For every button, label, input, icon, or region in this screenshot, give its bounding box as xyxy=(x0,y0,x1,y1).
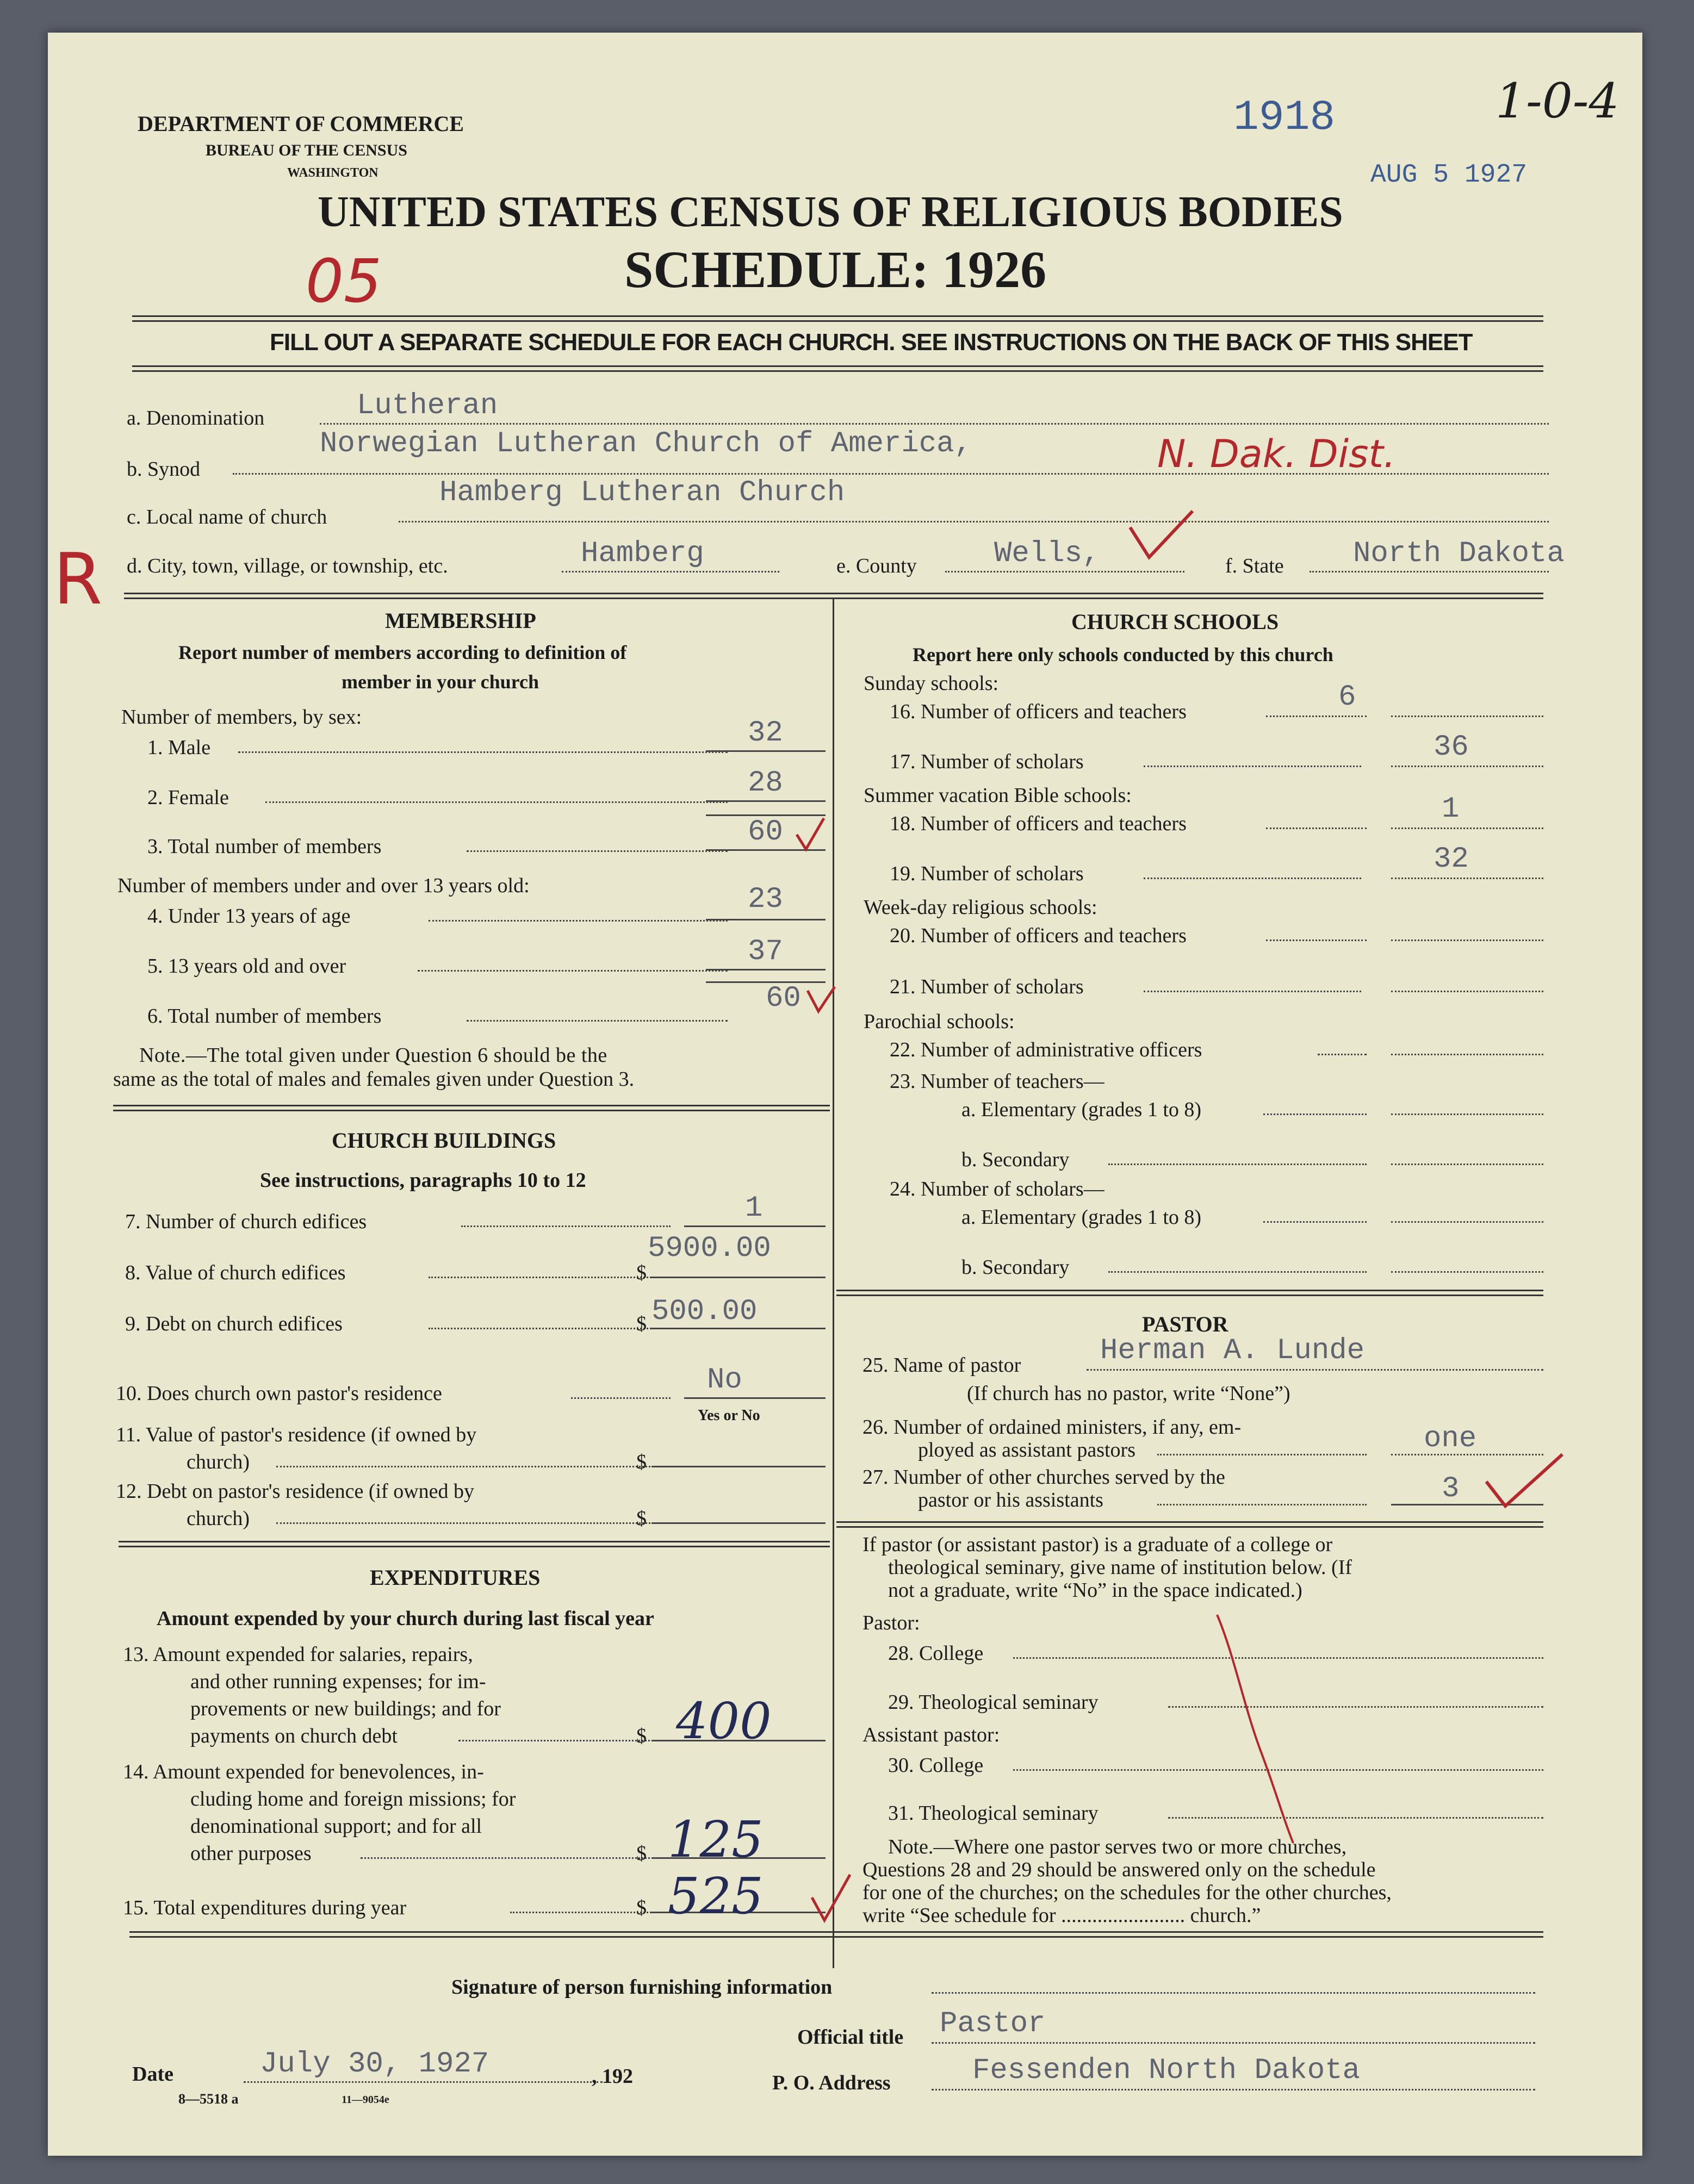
q10-leader xyxy=(571,1397,671,1399)
pastor-note-2: Questions 28 and 29 should be answered only on the schedule xyxy=(862,1858,1376,1881)
pastor-name-value: Herman A. Lunde xyxy=(1100,1334,1365,1367)
weekday-schools-label: Week-day religious schools: xyxy=(864,896,1097,919)
q1-leader xyxy=(238,751,728,753)
red-r-mark: R xyxy=(53,538,103,620)
q19-label: 19. Number of scholars xyxy=(890,862,1084,885)
q8-leader xyxy=(429,1277,671,1278)
graduate-instruction-3: not a graduate, write “No” in the space indicated.) xyxy=(888,1579,1302,1602)
pastor-note-1: Note.—Where one pastor serves two or more churches, xyxy=(888,1835,1347,1858)
footer-rule xyxy=(129,1931,1543,1938)
form-title: UNITED STATES CENSUS OF RELIGIOUS BODIES xyxy=(318,188,1343,236)
q13-label-2: and other running expenses; for im- xyxy=(190,1670,486,1693)
q24b-label: b. Secondary xyxy=(961,1256,1070,1279)
q23b-answer-line[interactable] xyxy=(1391,1163,1543,1165)
city-value: Hamberg xyxy=(581,537,704,570)
q3-value: 60 xyxy=(748,816,783,849)
membership-rule xyxy=(113,1105,830,1111)
graduate-instruction-2: theological seminary, give name of institution below. (If xyxy=(888,1556,1352,1579)
q17-leader xyxy=(1144,766,1361,767)
corner-handwritten-note: 1-0-4 xyxy=(1496,73,1619,129)
department-heading: DEPARTMENT OF COMMERCE xyxy=(138,111,464,136)
q26-value: one xyxy=(1424,1422,1477,1455)
q23b-leader xyxy=(1108,1163,1367,1165)
q1-label: 1. Male xyxy=(147,736,211,759)
q17-answer-line[interactable] xyxy=(1391,766,1543,767)
q13-label-4: payments on church debt xyxy=(190,1725,398,1747)
membership-heading: MEMBERSHIP xyxy=(385,608,536,633)
expenditures-heading: EXPENDITURES xyxy=(370,1565,541,1590)
buildings-heading: CHURCH BUILDINGS xyxy=(332,1128,556,1153)
q12-label-2: church) xyxy=(187,1507,250,1530)
synod-value: Norwegian Lutheran Church of America, xyxy=(320,427,972,461)
census-schedule-form xyxy=(48,33,1642,2156)
state-line[interactable] xyxy=(1310,571,1549,573)
q9-label: 9. Debt on church edifices xyxy=(125,1312,343,1335)
q6-leader xyxy=(467,1020,728,1022)
county-line[interactable] xyxy=(945,571,1184,573)
q16-leader xyxy=(1266,715,1367,717)
members-by-sex-label: Number of members, by sex: xyxy=(121,706,362,729)
church-name-value: Hamberg Lutheran Church xyxy=(439,476,845,509)
q8-value: 5900.00 xyxy=(648,1232,771,1265)
q6-checkmark-icon xyxy=(805,984,837,1017)
q7-leader xyxy=(461,1225,671,1227)
q6-value: 60 xyxy=(766,982,801,1015)
q25-answer-line[interactable] xyxy=(1087,1369,1543,1371)
q18-value: 1 xyxy=(1442,793,1460,826)
q14-label-3: denominational support; and for all xyxy=(190,1815,482,1838)
q9-dollar: $ xyxy=(636,1312,647,1335)
q5-answer-line[interactable] xyxy=(706,969,826,970)
q13-label-1: 13. Amount expended for salaries, repairs, xyxy=(123,1643,473,1666)
q15-checkmark-icon xyxy=(809,1870,853,1925)
q27-checkmark-icon xyxy=(1484,1452,1565,1511)
pastor-note-4: write “See schedule for ........................ church.” xyxy=(862,1904,1261,1927)
q4-label: 4. Under 13 years of age xyxy=(147,905,351,928)
red-code-mark: 05 xyxy=(306,246,382,316)
po-address-value: Fessenden North Dakota xyxy=(972,2054,1360,2087)
q24b-answer-line[interactable] xyxy=(1391,1271,1543,1273)
q2-leader xyxy=(265,801,728,803)
column-divider xyxy=(833,598,834,1968)
instruction-banner: FILL OUT A SEPARATE SCHEDULE FOR EACH CHURCH. SEE INSTRUCTIONS ON THE BACK OF THIS SHEET xyxy=(270,329,1473,356)
q8-label: 8. Value of church edifices xyxy=(125,1261,346,1284)
form-number-2: 11—9054e xyxy=(342,2094,389,2106)
q26-label-2: ployed as assistant pastors xyxy=(918,1439,1136,1461)
q11-dollar: $ xyxy=(636,1451,647,1473)
q23a-leader xyxy=(1263,1113,1367,1115)
q23-label: 23. Number of teachers— xyxy=(890,1070,1104,1093)
q20-leader xyxy=(1266,939,1367,941)
q8-dollar: $ xyxy=(636,1261,647,1284)
denomination-value: Lutheran xyxy=(357,389,498,422)
q14-value: 125 xyxy=(668,1810,764,1869)
signature-line[interactable] xyxy=(932,1992,1535,1994)
buildings-rule xyxy=(119,1541,830,1547)
synod-label: b. Synod xyxy=(127,458,201,481)
q30-label: 30. College xyxy=(888,1754,984,1777)
synod-district-note: N. Dak. Dist. xyxy=(1157,432,1396,476)
buildings-subheading: See instructions, paragraphs 10 to 12 xyxy=(260,1169,586,1192)
city-label: d. City, town, village, or township, etc. xyxy=(127,555,448,577)
q17-label: 17. Number of scholars xyxy=(890,750,1084,773)
q24-label: 24. Number of scholars— xyxy=(890,1178,1104,1200)
q9-value: 500.00 xyxy=(651,1295,758,1328)
membership-subheading-2: member in your church xyxy=(342,671,539,693)
membership-subheading-1: Report number of members according to definition of xyxy=(178,642,627,663)
q15-value: 525 xyxy=(668,1867,764,1925)
q11-label-2: church) xyxy=(187,1451,250,1473)
q4-answer-line[interactable] xyxy=(706,919,826,920)
pastor-rule xyxy=(836,1521,1543,1528)
q1-answer-line[interactable] xyxy=(706,750,826,752)
q12-label-1: 12. Debt on pastor's residence (if owned by xyxy=(116,1480,475,1503)
q22-leader xyxy=(1318,1054,1367,1055)
q25-note: (If church has no pastor, write “None”) xyxy=(967,1382,1290,1405)
q15-dollar: $ xyxy=(636,1896,647,1919)
q14-leader xyxy=(361,1857,671,1859)
schools-subheading: Report here only schools conducted by this church xyxy=(913,644,1333,665)
q13-dollar: $ xyxy=(636,1725,647,1747)
q10-value: No xyxy=(707,1364,742,1397)
po-address-line[interactable] xyxy=(932,2089,1535,2090)
q21-answer-line[interactable] xyxy=(1391,991,1543,992)
q21-leader xyxy=(1144,991,1361,992)
q23b-label: b. Secondary xyxy=(961,1148,1070,1171)
date-line[interactable] xyxy=(244,2081,603,2083)
pastor-note-3: for one of the churches; on the schedules for the other churches, xyxy=(862,1881,1392,1904)
q29-label: 29. Theological seminary xyxy=(888,1691,1099,1714)
q3-label: 3. Total number of members xyxy=(147,835,382,858)
denomination-label: a. Denomination xyxy=(127,407,265,430)
graduate-instruction-1: If pastor (or assistant pastor) is a graduate of a college or xyxy=(862,1533,1333,1556)
state-value: North Dakota xyxy=(1353,537,1565,570)
q19-value: 32 xyxy=(1434,843,1469,876)
signature-label: Signature of person furnishing information xyxy=(451,1976,833,1999)
expenditures-subheading: Amount expended by your church during last fiscal year xyxy=(157,1607,654,1630)
q22-answer-line[interactable] xyxy=(1391,1054,1543,1055)
q2-label: 2. Female xyxy=(147,786,229,809)
q18-leader xyxy=(1266,827,1367,829)
q14-label-4: other purposes xyxy=(190,1842,312,1865)
q5-label: 5. 13 years old and over xyxy=(147,955,346,978)
county-value: Wells, xyxy=(994,537,1100,570)
q12-dollar: $ xyxy=(636,1507,647,1530)
q22-label: 22. Number of administrative officers xyxy=(890,1038,1202,1061)
q4-value: 23 xyxy=(748,883,783,916)
parochial-schools-label: Parochial schools: xyxy=(864,1010,1015,1033)
form-number-1: 8—5518 a xyxy=(178,2091,239,2107)
q14-dollar: $ xyxy=(636,1842,647,1865)
q28-label: 28. College xyxy=(888,1642,984,1665)
form-subtitle: SCHEDULE: 1926 xyxy=(624,240,1047,298)
church-name-line[interactable] xyxy=(399,521,1549,522)
q3-checkmark-icon xyxy=(794,816,827,854)
q10-answer-line[interactable] xyxy=(684,1397,826,1399)
q17-value: 36 xyxy=(1434,731,1469,764)
header-rule-bottom xyxy=(132,365,1543,372)
q27-value: 3 xyxy=(1442,1472,1460,1505)
po-address-label: P. O. Address xyxy=(772,2071,891,2094)
date-label: Date xyxy=(132,2063,173,2086)
q24a-leader xyxy=(1263,1221,1367,1223)
q9-leader xyxy=(429,1328,671,1329)
state-label: f. State xyxy=(1225,555,1284,577)
membership-note-1: Note.—The total given under Question 6 should be the xyxy=(139,1044,607,1067)
q18-label: 18. Number of officers and teachers xyxy=(890,812,1187,835)
bureau-heading: BUREAU OF THE CENSUS xyxy=(206,141,407,159)
q11-label-1: 11. Value of pastor's residence (if owned by xyxy=(116,1423,477,1446)
q10-yes-no-hint: Yes or No xyxy=(698,1407,760,1424)
q16-answer-line[interactable] xyxy=(1391,715,1543,717)
q8-answer-line[interactable] xyxy=(651,1277,826,1278)
q3-leader xyxy=(467,850,728,852)
q19-leader xyxy=(1144,878,1361,879)
q18-answer-line[interactable] xyxy=(1391,827,1543,829)
summer-schools-label: Summer vacation Bible schools: xyxy=(864,784,1132,807)
q6-label: 6. Total number of members xyxy=(147,1005,382,1028)
received-date-stamp: AUG 5 1927 xyxy=(1370,160,1528,190)
date-suffix: , 192 xyxy=(592,2065,633,2088)
q12-answer-line[interactable] xyxy=(651,1522,826,1524)
members-by-age-label: Number of members under and over 13 years old: xyxy=(117,874,530,897)
stamp-number: 1918 xyxy=(1233,94,1336,142)
q15-label: 15. Total expenditures during year xyxy=(123,1896,407,1919)
q16-value: 6 xyxy=(1338,681,1356,714)
official-title-line[interactable] xyxy=(932,2042,1535,2044)
q27-label-1: 27. Number of other churches served by the xyxy=(862,1466,1225,1489)
official-title-value: Pastor xyxy=(940,2007,1046,2040)
q10-label: 10. Does church own pastor's residence xyxy=(116,1382,442,1405)
q27-leader xyxy=(1157,1504,1367,1505)
q24a-answer-line[interactable] xyxy=(1391,1221,1543,1223)
q11-answer-line[interactable] xyxy=(651,1466,826,1467)
q27-label-2: pastor or his assistants xyxy=(918,1489,1103,1511)
q14-label-2: cluding home and foreign missions; for xyxy=(190,1788,516,1810)
q14-label-1: 14. Amount expended for benevolences, in- xyxy=(123,1760,484,1783)
schools-rule xyxy=(836,1290,1543,1296)
q13-value: 400 xyxy=(676,1692,772,1750)
q31-label: 31. Theological seminary xyxy=(888,1802,1099,1825)
q2-answer-line[interactable] xyxy=(706,800,826,802)
q23a-label: a. Elementary (grades 1 to 8) xyxy=(961,1098,1202,1121)
q24a-label: a. Elementary (grades 1 to 8) xyxy=(961,1206,1202,1229)
assistant-education-label: Assistant pastor: xyxy=(862,1723,1000,1746)
q2-value: 28 xyxy=(748,767,783,800)
pastor-education-label: Pastor: xyxy=(862,1611,920,1634)
q26-leader xyxy=(1157,1454,1367,1455)
q19-answer-line[interactable] xyxy=(1391,878,1543,879)
q20-answer-line[interactable] xyxy=(1391,939,1543,941)
date-value: July 30, 1927 xyxy=(260,2048,489,2081)
q20-label: 20. Number of officers and teachers xyxy=(890,924,1187,947)
schools-heading: CHURCH SCHOOLS xyxy=(1071,609,1279,634)
city-heading: WASHINGTON xyxy=(287,166,378,180)
q7-label: 7. Number of church edifices xyxy=(125,1210,367,1233)
q13-label-3: provements or new buildings; and for xyxy=(190,1697,501,1720)
q5-value: 37 xyxy=(748,935,783,968)
q26-label-1: 26. Number of ordained ministers, if any, em- xyxy=(862,1416,1242,1439)
county-checkmark-icon xyxy=(1125,506,1195,565)
q4-leader xyxy=(429,920,728,922)
q7-answer-line[interactable] xyxy=(684,1225,826,1227)
county-label: e. County xyxy=(836,555,917,577)
q25-label: 25. Name of pastor xyxy=(862,1354,1021,1377)
q16-label: 16. Number of officers and teachers xyxy=(890,700,1187,723)
denomination-line[interactable] xyxy=(320,423,1549,425)
q11-leader xyxy=(276,1466,671,1467)
church-name-label: c. Local name of church xyxy=(127,506,327,528)
pastor-heading: PASTOR xyxy=(1142,1312,1228,1336)
q5-leader xyxy=(418,970,728,972)
q12-leader xyxy=(276,1522,671,1524)
header-rule-top xyxy=(132,315,1543,322)
q7-value: 1 xyxy=(745,1192,763,1225)
q23a-answer-line[interactable] xyxy=(1391,1113,1543,1115)
q1-value: 32 xyxy=(748,717,783,750)
education-strike-mark-icon xyxy=(1212,1609,1299,1849)
membership-note-2: same as the total of males and females given under Question 3. xyxy=(113,1068,635,1091)
city-line[interactable] xyxy=(562,571,779,573)
sunday-schools-label: Sunday schools: xyxy=(864,672,999,695)
q24b-leader xyxy=(1108,1271,1367,1273)
official-title-label: Official title xyxy=(797,2026,904,2049)
q21-label: 21. Number of scholars xyxy=(890,975,1084,998)
